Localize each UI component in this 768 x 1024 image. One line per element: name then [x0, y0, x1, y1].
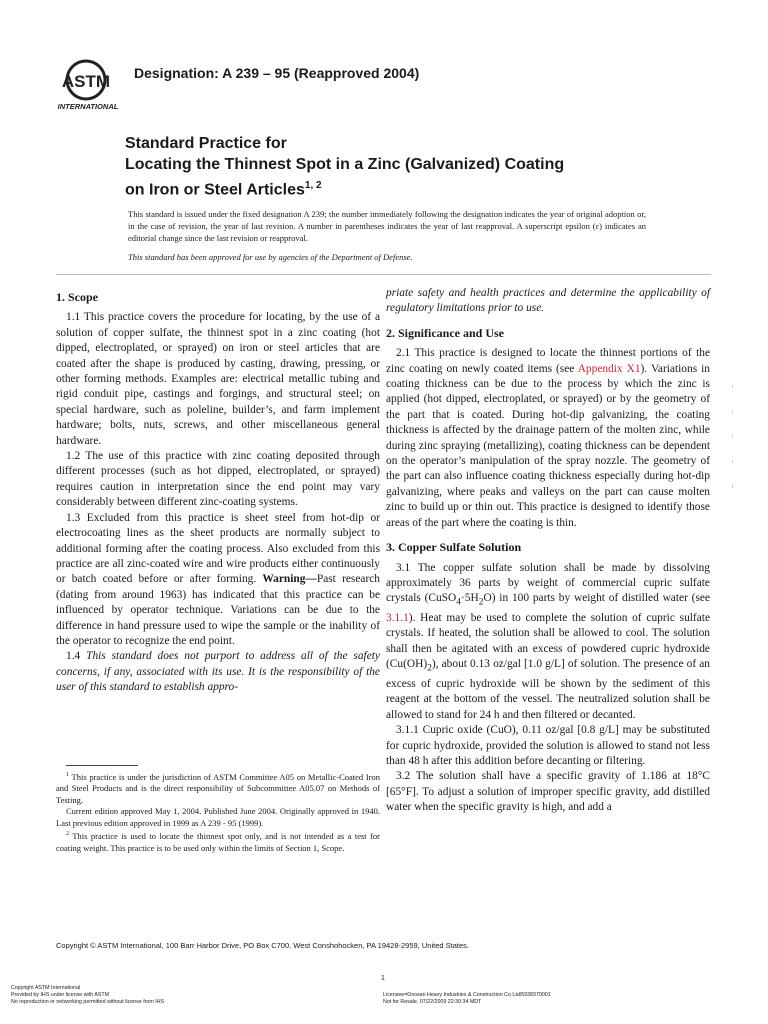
title-footnote-refs: 1, 2: [304, 180, 322, 191]
svg-text:ASTM: ASTM: [61, 72, 111, 91]
license-info-left: [11, 985, 164, 1006]
paragraph-3-2: 3.2 The solution shall have a specific gravity of 1.186 at 18°C [65°F]. To adjust a solution of improper specific gravity, add distilled water when the specific gravity is high, and add a: [386, 770, 710, 814]
header-divider: [56, 274, 711, 275]
license-line: No reproduction or networking permitted without license from IHS: [11, 999, 165, 1005]
issuance-notice: This standard is issued under the fixed designation A 239; the number immediately following the designation indicates the year of original adoption or, in the case of revision, the year of last revision. A number in parentheses indicates the year of last reapproval. A superscript epsilon (ε) indicates an editorial change since the last revision or reapproval.: [128, 209, 646, 243]
footnote-2: [56, 829, 380, 854]
copper-sulfate-heading: 3. Copper Sulfate Solution: [386, 540, 522, 555]
subscript: 2: [427, 663, 432, 674]
footnote-divider: [66, 765, 138, 766]
paragraph-3-1-1: 3.1.1 Cupric oxide (CuO), 0.11 oz/gal [0.8 g/L] may be substituted for cupric hydroxide, provided the solution is allowed to stand not less than 48 h after this addition before decanting or filtering.: [386, 724, 710, 767]
footnotes: [56, 770, 380, 854]
right-column: [386, 286, 710, 816]
paragraph-3-1-text-b: ·5H: [461, 592, 479, 605]
paragraph-2-1-text-b: ). Variations in coating thickness can be due to the process by which the zinc is applied (hot dipped, electroplated, or sprayed) or by the geometry of the part that is coated. During hot-dip galvanizing, the coating thickness is affected by the drainage pattern of the molten zinc, while during zinc spraying (metallizing), coating thickness can be dependent on the operator’s manipulation of the spray nozzle. The geometry of the part can also influence coating thickness especially during hot-dip galvanizing, where peaks and valleys on the part can cause molten zinc to build up or thin out. This practice is designed to identify those areas of the part where the coating is thin.: [386, 362, 710, 529]
footnote-1: [56, 770, 380, 806]
side-margin-marks: [730, 380, 736, 500]
title-line-2: Locating the Thinnest Spot in a Zinc (Galvanized) Coating: [125, 156, 565, 173]
left-column: [56, 286, 380, 696]
paragraph-2-1: [386, 346, 710, 531]
resale-line: Not for Resale, 07/22/2009 22:30:34 MDT: [383, 999, 482, 1005]
license-line: Copyright ASTM International: [11, 985, 81, 991]
paragraph-1-2: 1.2 The use of this practice with zinc coating deposited through different processes (such as hot dipped, electroplated, or sprayed) requires caution in interpretation since the end point may vary considerably between different zinc-coating systems.: [56, 450, 380, 509]
warning-label: Warning—: [262, 573, 317, 586]
paragraph-1-4-number: 1.4: [66, 650, 87, 663]
paragraph-1-3-text: 1.3 Excluded from this practice is sheet steel from hot-dip or electrocoating lines as the sheet products are normally subject to additional forming after the coating process. Also excluded from this practice are all zinc-coated wire and wire products either continuously or batch coated before or after forming.: [56, 511, 380, 586]
copyright-line: Copyright © ASTM International, 100 Barr Harbor Drive, PO Box C700, West Conshohocken, PA 19428-2959, United States.: [56, 941, 469, 950]
footnote-2-text: This practice is used to locate the thinnest spot only, and is not intended as a test for coating weight. This practice is to be used only within the limits of Section 1, Scope.: [56, 831, 380, 853]
astm-logo: [58, 54, 122, 116]
paragraph-3-1-text-e: ), about 0.13 oz/gal [1.0 g/L] of solution. The presence of an excess of cupric hydroxide will be shown by the sediment of this reagent at the bottom of the vessel. The neutralized solution shall be allowed to stand for 24 h and then filtered or decanted.: [386, 658, 710, 721]
title-line-3-text: on Iron or Steel Articles: [125, 181, 305, 199]
designation: Designation: A 239 – 95 (Reapproved 2004): [134, 65, 420, 81]
paragraph-1-3: [56, 511, 380, 650]
subscript: 4: [456, 597, 461, 608]
paragraph-3-1-text-a: 3.1 The copper sulfate solution shall be made by dissolving approximately 36 parts by weight of commercial cupric sulfate crystals (CuSO: [386, 561, 710, 605]
page-number: 1: [381, 975, 385, 982]
significance-heading: 2. Significance and Use: [386, 325, 505, 340]
paragraph-1-4-continued: priate safety and health practices and determine the applicability of regulatory limitations prior to use.: [386, 287, 710, 315]
paragraph-3-1: [386, 561, 710, 724]
paragraph-1-4: [56, 649, 380, 695]
appendix-x1-link[interactable]: Appendix X1: [577, 362, 641, 375]
footnote-1-mark: 1: [66, 772, 69, 778]
paragraph-3-1-text-c: O) in 100 parts by weight of distilled water (see: [483, 592, 710, 605]
scope-heading: 1. Scope: [56, 290, 98, 304]
licensee-line: Licensee=Doosan Heavy Industries & Construction Co Ltd/5938370001: [383, 992, 551, 998]
paragraph-3-1-text-d: ). Heat may be used to complete the solution of cupric sulfate crystals. If heated, the solution shall be allowed to cool. The solution shall then be agitated with an excess of powdered cupric hydroxide (Cu(OH): [386, 612, 710, 671]
paragraph-1-4-text: This standard does not purport to address all of the safety concerns, if any, associated with its use. It is the responsibility of the user of this standard to establish appro-: [56, 650, 380, 694]
footnote-1-edition: Current edition approved May 1, 2004. Published June 2004. Originally approved in 1940. Last previous edition approved in 1999 as A 239 - 95 (1999).: [56, 806, 380, 828]
logo-wordmark: INTERNATIONAL: [58, 102, 119, 111]
license-info-right: [383, 992, 551, 1006]
footnote-1-text: This practice is under the jurisdiction of ASTM Committee A05 on Metallic-Coated Iron and Steel Products and is the direct responsibility of Subcommittee A05.07 on Methods of Testing.: [56, 771, 380, 805]
paragraph-1-1: 1.1 This practice covers the procedure for locating, by the use of a solution of copper sulfate, the thinnest spot in a zinc coating (hot dipped, electroplated, or sprayed) on iron or steel articles that are coated after the shape is produced by casting, drawing, pressing, or other forming methods. Examples are: electrical metallic tubing and rigid conduit pipe, castings and forgings, and structural steel; on special hardware, such as poleline, builder’s, and farm implement hardware; bolts, nuts, screws, and other miscellaneous general hardware.: [56, 311, 380, 447]
footnote-2-mark: 2: [66, 831, 69, 838]
paragraph-2-1-text-a: 2.1 This practice is designed to locate the thinnest portions of the zinc coating on newly coated items (see: [386, 347, 710, 375]
license-line: Provided by IHS under license with ASTM: [11, 992, 110, 998]
paragraph-1-3-warning-text: Past research (dating from around 1963) has indicated that this practice can be influenced by operator technique. Variations can be due to the difference in hand pressure used to wipe the sample or the inability of the operator to recognize the end point.: [56, 573, 381, 647]
document-title: [125, 133, 685, 200]
subscript: 2: [478, 597, 484, 608]
dod-approval-note: This standard has been approved for use by agencies of the Department of Defense.: [128, 252, 413, 262]
title-line-3: [125, 175, 685, 200]
title-line-1: Standard Practice for: [125, 135, 287, 152]
section-3-1-1-link[interactable]: 3.1.1: [386, 612, 409, 624]
